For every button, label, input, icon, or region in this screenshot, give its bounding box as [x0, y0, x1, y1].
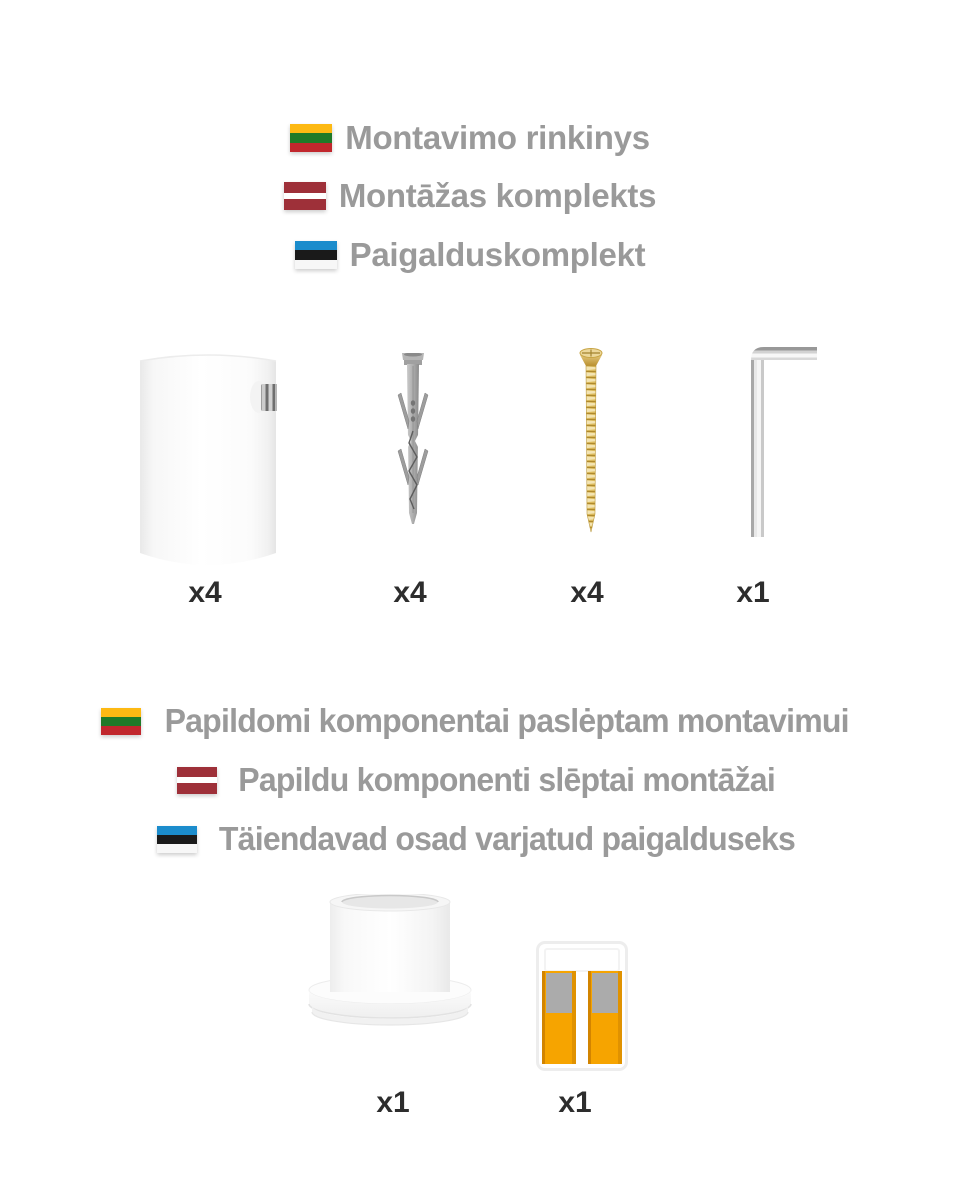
mounting-bushing-image: [306, 894, 474, 1034]
ceiling-canopy-image: [138, 348, 278, 568]
qty-label-hex-key: x1: [736, 576, 770, 609]
estonia-flag-icon: [295, 241, 337, 269]
kit-heading-lv-row: [0, 176, 940, 216]
qty-label-canopy: x4: [188, 576, 222, 609]
qty-label-bushing: x1: [376, 1086, 410, 1119]
kit-heading-lt-row: [0, 118, 940, 158]
qty-label-connector: x1: [558, 1086, 592, 1119]
latvia-flag-icon: [284, 182, 326, 210]
kit-title-lv: Montāžas komplekts: [338, 177, 657, 214]
extra-title-lt: Papildomi komponentai paslėptam montavimui: [164, 702, 849, 739]
extra-heading-lv-row: [0, 760, 960, 800]
connector-contact-left: [546, 973, 572, 1013]
set-screw-icon: [261, 384, 277, 411]
wall-plug-image: [393, 353, 433, 527]
wood-screw-image: [569, 346, 613, 538]
lithuania-flag-icon: [290, 124, 332, 152]
extra-title-ee: Täiendavad osad varjatud paigalduseks: [218, 820, 795, 857]
wire-connector-image: [536, 941, 628, 1071]
extra-heading-ee-row: [0, 819, 960, 859]
estonia-flag-icon: [157, 826, 197, 853]
kit-heading-ee-row: [0, 235, 940, 275]
latvia-flag-icon: [177, 767, 217, 794]
qty-label-wall-plug: x4: [393, 576, 427, 609]
connector-top-cap: [544, 948, 620, 972]
connector-lever-left: [542, 971, 576, 1064]
hex-key-image: [751, 347, 817, 537]
lithuania-flag-icon: [101, 708, 141, 735]
extra-heading-lt-row: [0, 701, 960, 741]
connector-lever-right: [588, 971, 622, 1064]
qty-label-screw: x4: [570, 576, 604, 609]
kit-title-lt: Montavimo rinkinys: [345, 119, 650, 156]
kit-title-ee: Paigalduskomplekt: [349, 236, 646, 273]
extra-title-lv: Papildu komponenti slēptai montāžai: [238, 761, 775, 798]
connector-contact-right: [592, 973, 618, 1013]
